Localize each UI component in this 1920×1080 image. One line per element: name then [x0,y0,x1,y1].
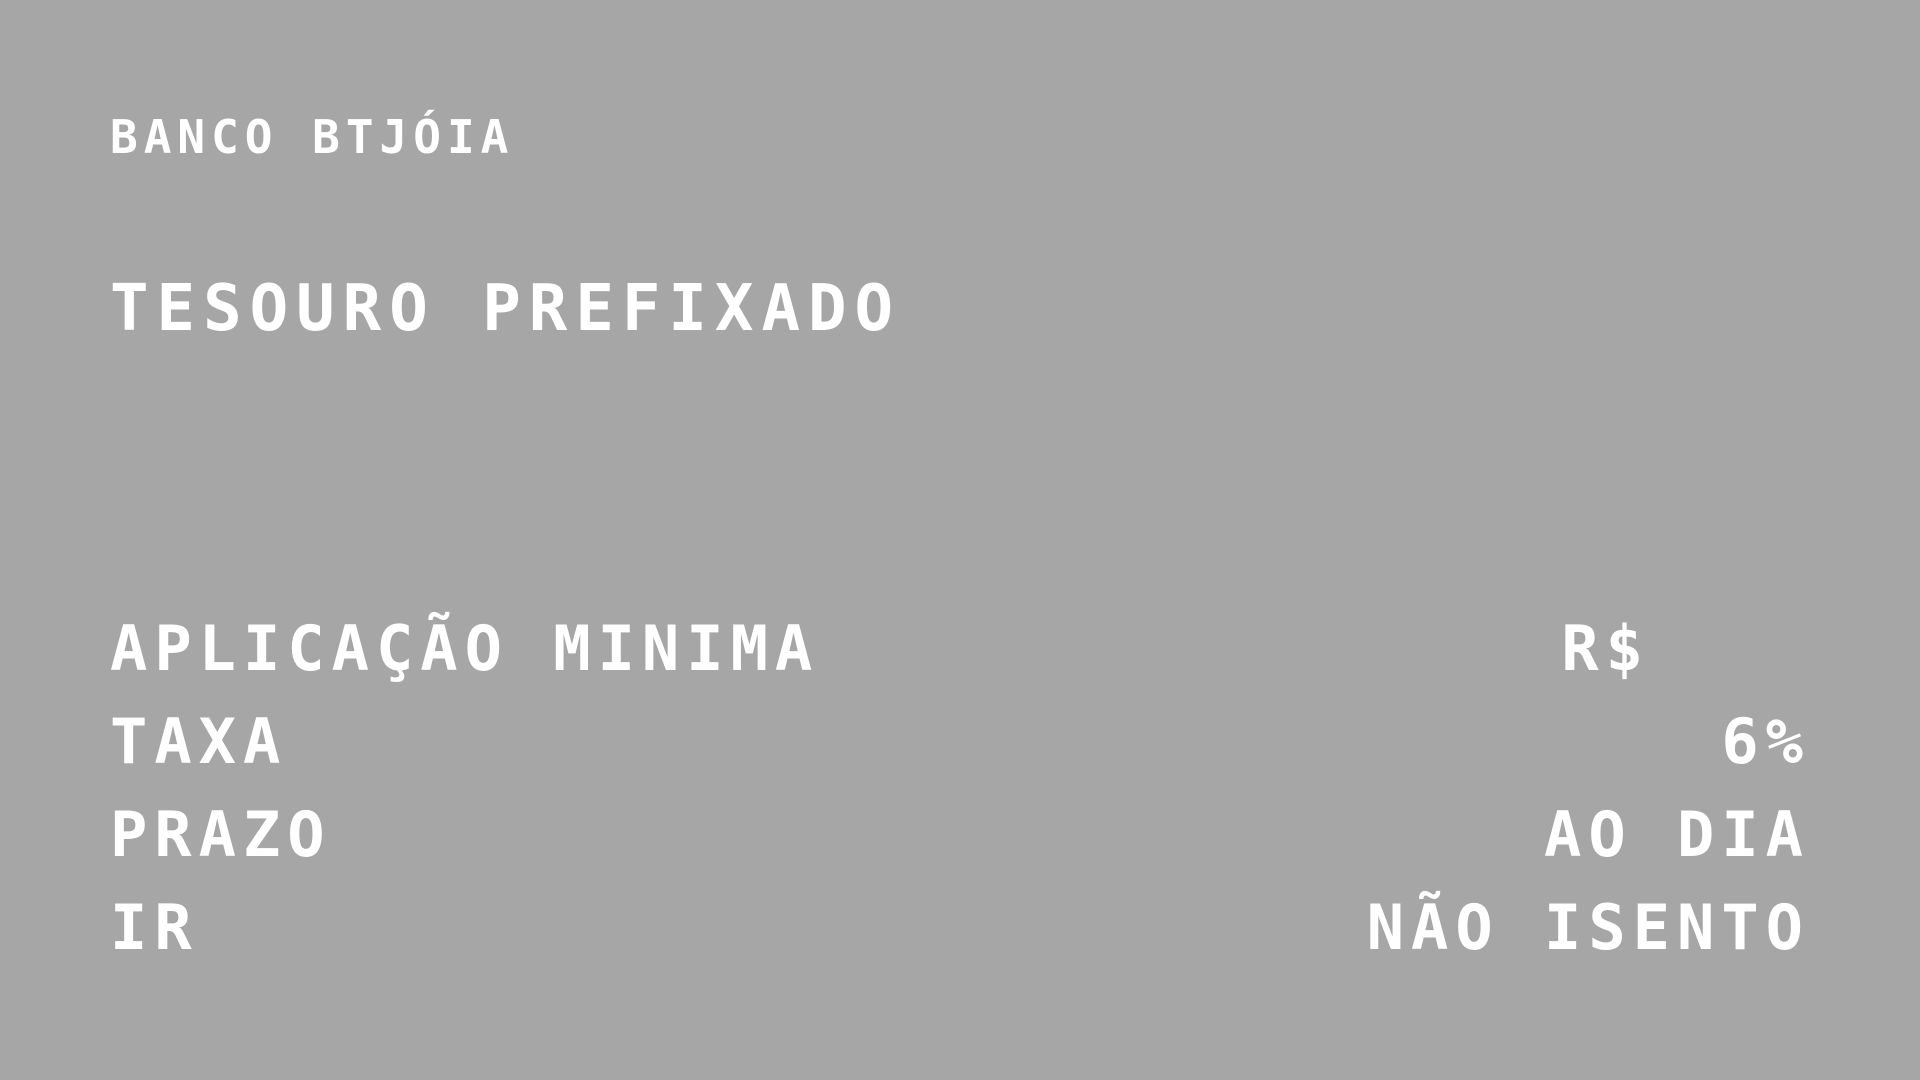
investment-details [110,612,1810,984]
term-value: AO DIA [1544,798,1810,871]
term-label: PRAZO [110,798,332,871]
detail-row-term [110,798,1810,891]
detail-row-income-tax [110,891,1810,984]
minimum-application-label: APLICAÇÃO MINIMA [110,612,820,685]
detail-row-minimum-application [110,612,1810,705]
detail-row-rate [110,705,1810,798]
bank-name: BANCO BTJÓIA [110,110,515,164]
income-tax-label: IR [110,891,199,964]
product-title: TESOURO PREFIXADO [110,272,902,346]
income-tax-value: NÃO ISENTO [1366,891,1810,964]
rate-label: TAXA [110,705,288,778]
minimum-application-value: R$ [1561,612,1650,685]
rate-value: 6% [1721,705,1810,778]
